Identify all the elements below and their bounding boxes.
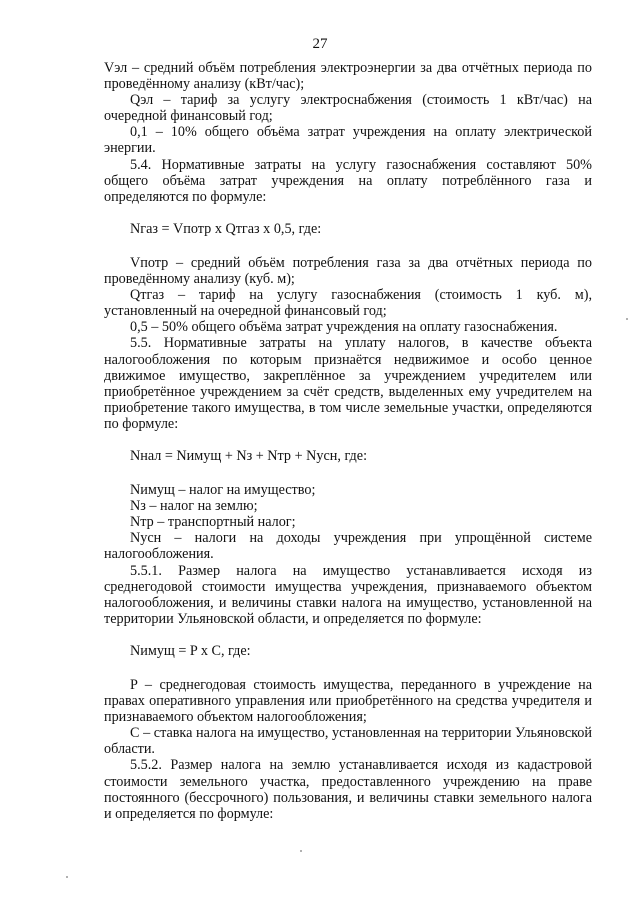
- document-body: [104, 60, 592, 822]
- paragraph-qel-definition: Qэл – тариф за услугу электроснабжения (стоимость 1 кВт/час) на очередной финансовый год;: [104, 92, 592, 125]
- paragraph-property-tax-term: Nимущ – налог на имущество;: [130, 482, 316, 499]
- paragraph-p-definition: P – среднегодовая стоимость имущества, переданного в учреждение на правах оперативного управления или приобретённого на средства учредителя и признаваемого объектом налогообложения;: [104, 677, 592, 726]
- paragraph-section-5-5-1: 5.5.1. Размер налога на имущество устанавливается исходя из среднегодовой стоимости имущества учреждения, признаваемого объектом налогообложения, и величины ставки налога на имущество, установленной на территории Ульяновской области, и определяется по формуле:: [104, 562, 592, 627]
- paragraph-qtgaz-definition: Qтгаз – тариф на услугу газоснабжения (стоимость 1 куб. м), установленный на очередной финансовый год;: [104, 287, 592, 320]
- paragraph-gas-share: 0,5 – 50% общего объёма затрат учреждения на оплату газоснабжения.: [130, 319, 558, 336]
- scan-speck: [66, 876, 68, 878]
- paragraph-vpotr-definition: Vпотр – средний объём потребления газа за два отчётных периода по проведённому анализу (куб. м);: [104, 254, 592, 288]
- scan-speck: [626, 318, 628, 320]
- formula-property-tax: Nимущ = P x C, где:: [130, 642, 251, 659]
- paragraph-electricity-share: 0,1 – 10% общего объёма затрат учреждения на оплату электрической энергии.: [104, 124, 592, 157]
- paragraph-section-5-5-2: 5.5.2. Размер налога на землю устанавливается исходя из кадастровой стоимости земельного участка, предоставленного учреждению на праве постоянного (бессрочного) пользования, и величины ставки земельного налога и определяется по формуле:: [104, 757, 592, 822]
- formula-gas: Nгаз = Vпотр x Qтгаз x 0,5, где:: [130, 220, 322, 237]
- paragraph-section-5-4: 5.4. Нормативные затраты на услугу газоснабжения составляют 50% общего объёма затрат учреждения на оплату потреблённого газа и определяются по формуле:: [104, 156, 592, 205]
- scan-speck: [300, 850, 302, 852]
- paragraph-section-5-5: 5.5. Нормативные затраты на уплату налогов, в качестве объекта налогообложения по которым признаётся недвижимое и особо ценное движимое имущество, закреплённое за учреждением учредителем или приобретённое учреждением за счёт средств, выделенных ему учредителем на приобретение такого имущества, в том числе земельные участки, определяются по формуле:: [104, 335, 592, 432]
- page-number: 27: [312, 36, 328, 52]
- paragraph-usn-tax-term: Nусн – налоги на доходы учреждения при упрощённой системе налогообложения.: [104, 530, 592, 563]
- formula-taxes: Nнал = Nимущ + Nз + Nтр + Nусн, где:: [130, 447, 368, 464]
- paragraph-land-tax-term: Nз – налог на землю;: [130, 498, 258, 515]
- paragraph-c-definition: C – ставка налога на имущество, установленная на территории Ульяновской области.: [104, 725, 592, 758]
- paragraph-transport-tax-term: Nтр – транспортный налог;: [130, 514, 296, 531]
- paragraph-vel-definition: Vэл – средний объём потребления электроэнергии за два отчётных периода по проведённому анализу (кВт/час);: [104, 60, 592, 93]
